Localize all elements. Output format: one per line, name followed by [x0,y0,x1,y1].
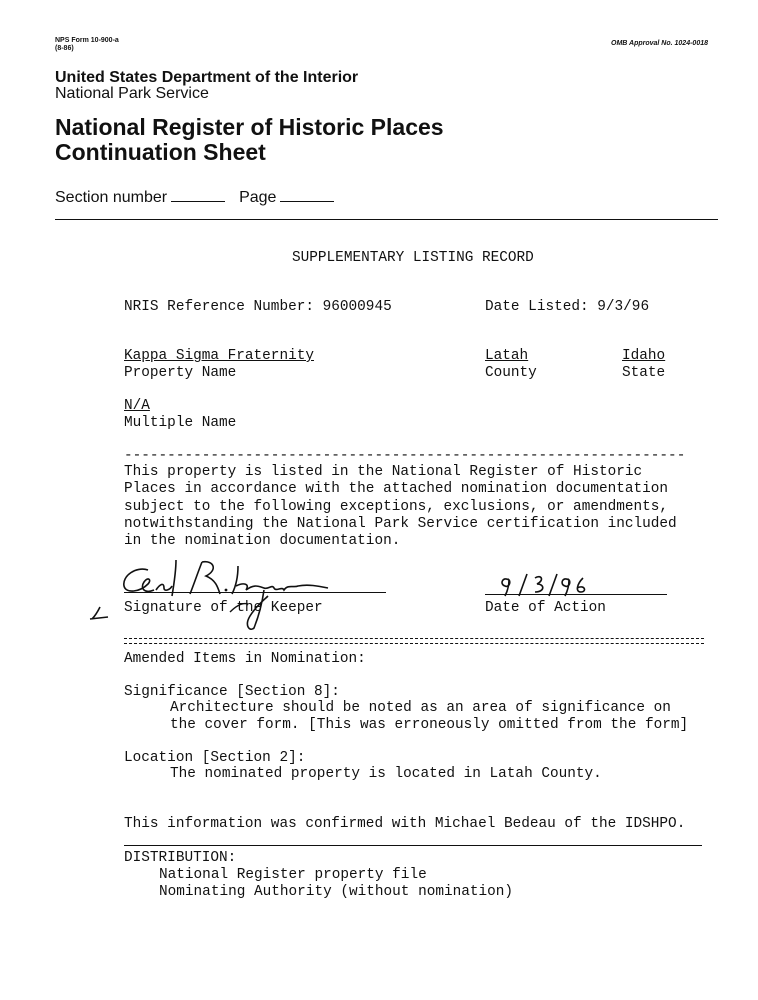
agency-name: National Park Service [55,85,209,102]
document-title: National Register of Historic Places [55,114,444,140]
double-divider [124,638,704,644]
county-value: Latah [485,348,529,364]
location-text: The nominated property is located in Latah County. [170,766,602,782]
significance-text: Architecture should be noted as an area of significance on the cover form. [This was erroneously omitted from the form] [170,700,689,734]
date-listed: Date Listed: 9/3/96 [485,299,650,315]
keeper-signature [118,556,398,636]
distribution-heading: DISTRIBUTION: [124,850,237,866]
signature-label: Signature of the Keeper [124,600,323,616]
page-label: Page [239,189,277,206]
state-label: State [622,365,666,381]
distribution-item: National Register property file [159,867,427,883]
date-of-action-label: Date of Action [485,600,606,616]
dashed-divider: ----------------------------------------------------------------- [124,448,686,464]
signature-line [124,592,386,593]
section-page-row [55,189,348,207]
document-subtitle: Continuation Sheet [55,139,266,165]
distribution-rule [124,845,702,846]
confirmation-text: This information was confirmed with Michael Bedeau of the IDSHPO. [124,816,686,832]
location-heading: Location [Section 2]: [124,750,306,766]
date-of-action-line [485,594,667,595]
department-name: United States Department of the Interior [55,69,359,86]
record-heading: SUPPLEMENTARY LISTING RECORD [292,250,534,266]
listing-statement: This property is listed in the National Register of Historic Places in accordance with the attached nomination documentation subject to the following exceptions, exclusions, or amendments, notwithstanding the National Park Service certification included in the nomination documentation. [124,464,677,550]
county-label: County [485,365,537,381]
header-rule [55,219,718,220]
distribution-item: Nominating Authority (without nomination) [159,884,514,900]
check-mark-icon [88,603,110,621]
significance-heading: Significance [Section 8]: [124,684,340,700]
section-number-label: Section number [55,189,168,206]
omb-approval-number: OMB Approval No. 1024-0018 [611,40,708,47]
section-number-blank [171,200,225,202]
form-number: NPS Form 10-900-a (8-86) [55,37,119,52]
multiple-name-label: Multiple Name [124,415,237,431]
amended-items-heading: Amended Items in Nomination: [124,651,366,667]
property-name-label: Property Name [124,365,237,381]
page-blank [280,200,334,202]
state-value: Idaho [622,348,666,364]
multiple-name-value: N/A [124,398,150,414]
nris-reference: NRIS Reference Number: 96000945 [124,299,392,315]
property-name-value: Kappa Sigma Fraternity [124,348,314,364]
